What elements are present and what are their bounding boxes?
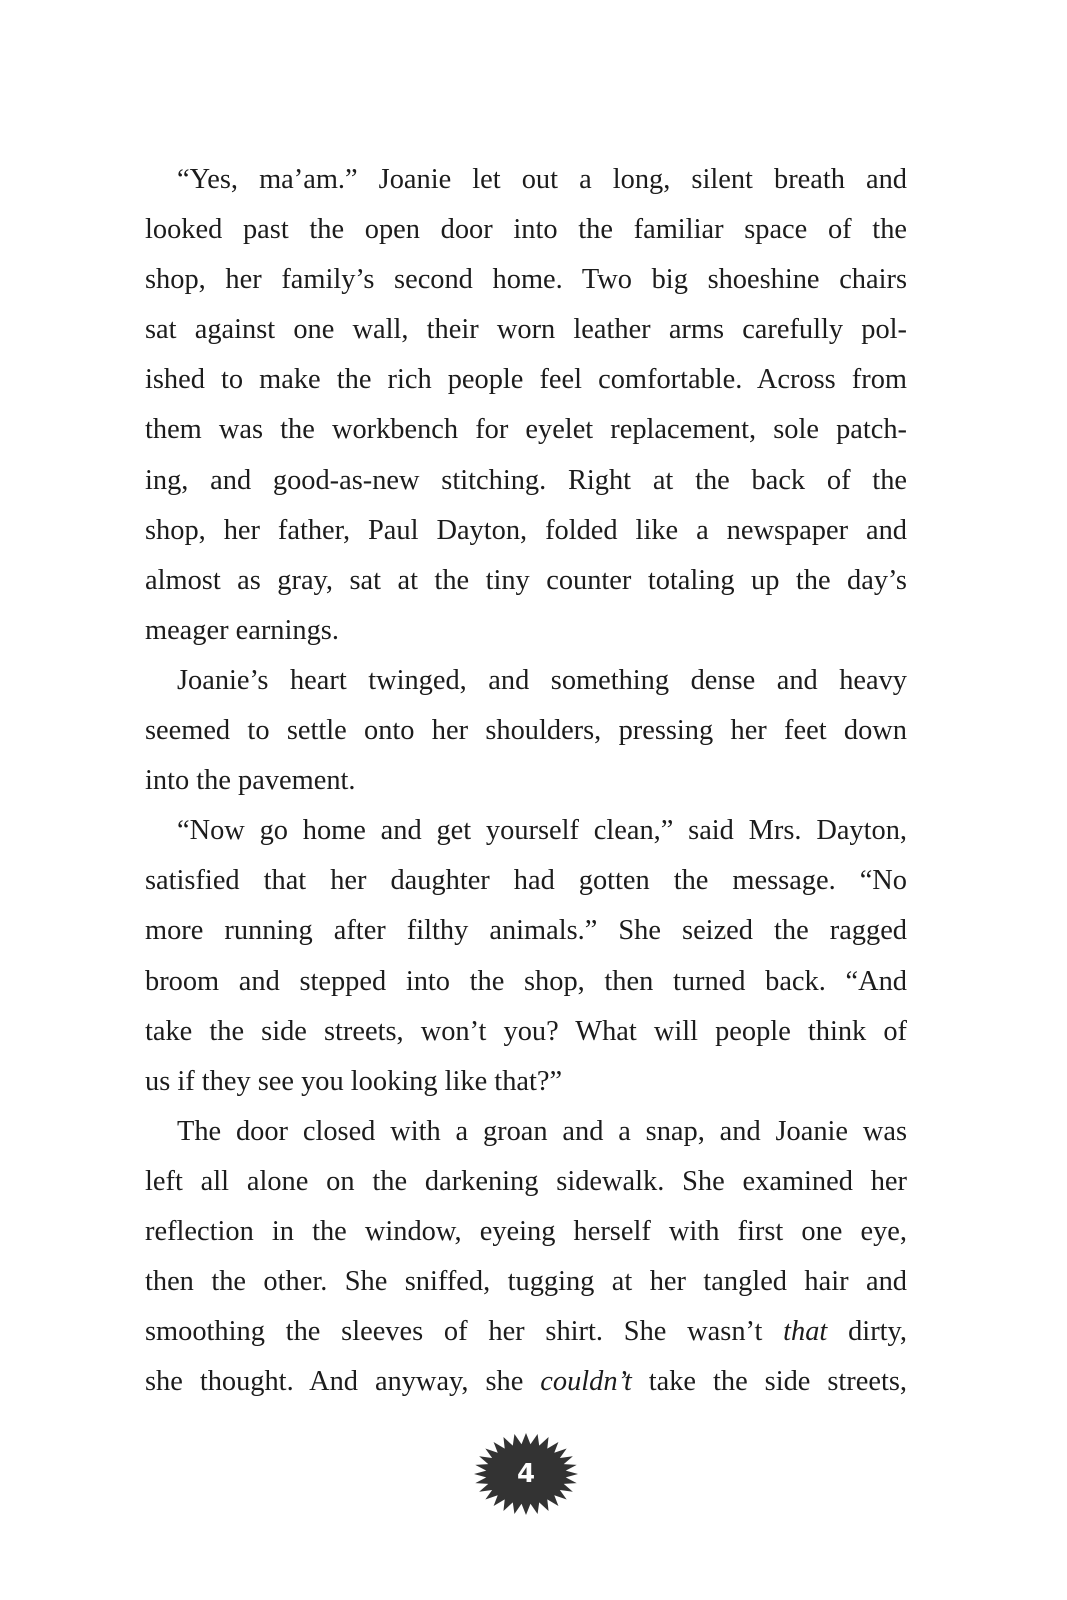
text-line: sat against one wall, their worn leather arms carefully pol- [145, 314, 907, 346]
text-line: seemed to settle onto her shoulders, pressing her feet down [145, 715, 907, 747]
text-line: take the side streets, won’t you? What will people think of [145, 1015, 907, 1047]
text-line: ing, and good-as-new stitching. Right at the back of the [145, 464, 907, 496]
text-line: shop, her father, Paul Dayton, folded like a newspaper and [145, 514, 907, 546]
text-line: us if they see you looking like that?” [145, 1065, 563, 1097]
text-line: looked past the open door into the familiar space of the [145, 214, 907, 246]
text-line: Joanie’s heart twinged, and something dense and heavy [177, 664, 907, 696]
text-line: shop, her family’s second home. Two big shoeshine chairs [145, 264, 907, 296]
body-text [145, 155, 907, 1407]
text-line: ished to make the rich people feel comfortable. Across from [145, 364, 907, 396]
text-run: dirty, [827, 1316, 907, 1348]
page-number-badge [473, 1432, 579, 1516]
text-line: meager earnings. [145, 614, 339, 646]
text-line: then the other. She sniffed, tugging at her tangled hair and [145, 1266, 907, 1298]
text-line: into the pavement. [145, 765, 356, 797]
emphasized-word: that [783, 1316, 828, 1348]
text-line: more running after filthy animals.” She seized the ragged [145, 915, 907, 947]
text-line: broom and stepped into the shop, then turned back. “And [145, 965, 907, 997]
text-line [145, 1357, 907, 1407]
text-line: “Yes, ma’am.” Joanie let out a long, silent breath and [177, 164, 907, 195]
text-run: take the side streets, [631, 1366, 907, 1398]
text-line: The door closed with a groan and a snap, and Joanie was [177, 1115, 907, 1147]
text-run: she thought. And anyway, she [145, 1366, 541, 1398]
page-number: 4 [516, 1459, 536, 1489]
text-line: reflection in the window, eyeing herself with first one eye, [145, 1215, 907, 1247]
emphasized-word: couldn’t [540, 1366, 632, 1398]
text-run: smoothing the sleeves of her shirt. She wasn’t [145, 1316, 784, 1348]
text-line: them was the workbench for eyelet replacement, sole patch- [145, 414, 907, 446]
text-line [145, 1307, 907, 1357]
text-line: “Now go home and get yourself clean,” said Mrs. Dayton, [177, 815, 907, 847]
text-line: left all alone on the darkening sidewalk. She examined her [145, 1165, 907, 1197]
text-line: almost as gray, sat at the tiny counter totaling up the day’s [145, 564, 907, 596]
text-line: satisfied that her daughter had gotten the message. “No [145, 865, 907, 897]
